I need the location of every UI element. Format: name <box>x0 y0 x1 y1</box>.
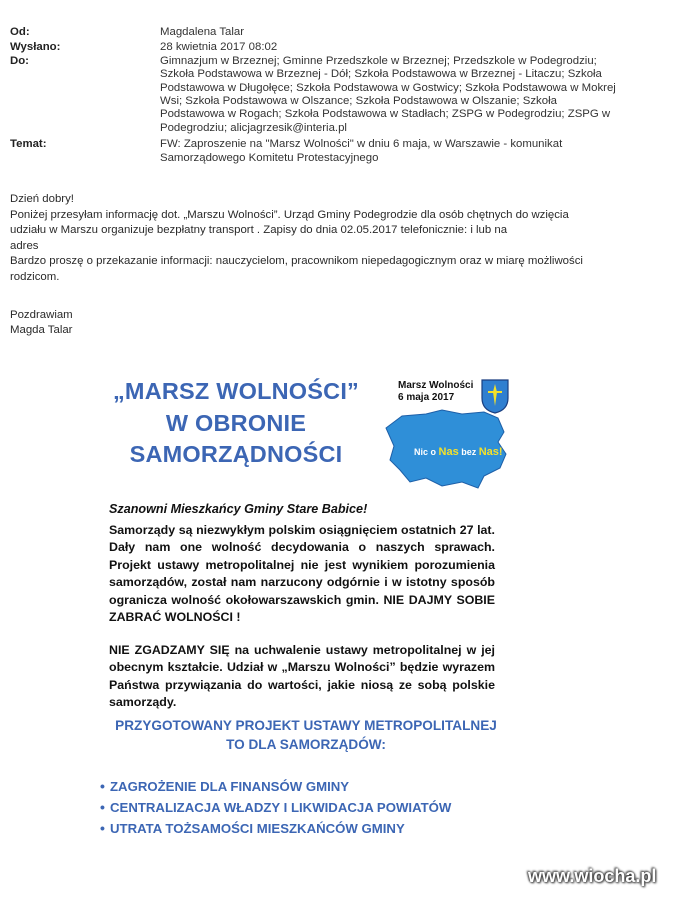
title-line: „MARSZ WOLNOŚCI” <box>112 378 359 404</box>
heading-line: TO DLA SAMORZĄDÓW: <box>226 737 386 752</box>
from-row <box>10 26 670 39</box>
to-line: Wsi; Szkoła Podstawowa w Olszance; Szkoła Podstawowa w Olszanie; Szkoła <box>160 95 557 108</box>
list-item: • ZAGROŻENIE DLA FINANSÓW GMINY <box>100 778 350 794</box>
subject-line: Samorządowego Komitetu Protestacyjnego <box>160 151 379 164</box>
subject-row <box>10 138 670 165</box>
body-line: rodzicom. <box>10 270 60 283</box>
to-label: Do: <box>10 54 29 67</box>
body-line: Bardzo proszę o przekazanie informacji: nauczycielom, pracownikom niepedagogicznym oraz w miarę możliwości <box>10 255 583 268</box>
email-header <box>10 26 670 165</box>
title-line: W OBRONIE <box>165 409 307 436</box>
to-row <box>10 55 670 135</box>
to-value <box>160 55 670 135</box>
flyer-title <box>96 376 376 471</box>
body-line: udziału w Marszu organizuje bezpłatny transport . Zapisy do dnia 02.05.2017 telefonicznie: i lub na <box>10 224 508 237</box>
bullet-list <box>100 776 451 839</box>
list-item: • UTRATA TOŻSAMOŚCI MIESZKAŃCÓW GMINY <box>100 820 405 836</box>
sent-value: 28 kwietnia 2017 08:02 <box>160 41 278 54</box>
body-line: adres <box>10 239 39 252</box>
slogan: Nic o Nas bez Nas! <box>414 446 503 458</box>
from-label: Od: <box>10 26 30 38</box>
logo-text <box>398 380 473 404</box>
flyer-paragraph: NIE ZGADZAMY SIĘ na uchwalenie ustawy metropolitalnej w jej obecnym kształcie. Udział w „Marszu Wolności” będzie wyrazem Państwa przywiązania do wartości, jakie niosą ze sobą polskie samorządy. <box>109 643 495 710</box>
sent-label: Wysłano: <box>10 41 61 54</box>
heading-line: PRZYGOTOWANY PROJEKT USTAWY METROPOLITALNEJ <box>115 718 497 733</box>
to-line: Podstawowa w Rogach; Szkoła Podstawowa w Stadłach; ZSPG w Podegrodziu; ZSPG w <box>160 108 611 121</box>
title-line: SAMORZĄDNOŚCI <box>129 441 343 467</box>
watermark: www.wiocha.pl <box>528 866 657 886</box>
logo-date: 6 maja 2017 <box>398 392 455 403</box>
to-line: Podegrodziu; alicjagrzesik@interia.pl <box>160 121 347 134</box>
sent-row <box>10 41 670 54</box>
subject-label: Temat: <box>10 138 47 151</box>
subject-line: FW: Zaproszenie na "Marsz Wolności" w dniu 6 maja, w Warszawie - komunikat <box>160 138 563 151</box>
body-line: Poniżej przesyłam informację dot. „Marszu Wolności”. Urząd Gminy Podegrodzie dla osób chętnych do wzięcia <box>10 208 569 221</box>
march-logo <box>380 376 520 491</box>
list-item: • CENTRALIZACJA WŁADZY I LIKWIDACJA POWIATÓW <box>100 799 452 815</box>
email-body <box>10 192 650 339</box>
signature-greeting: Pozdrawiam <box>10 308 73 321</box>
logo-title: Marsz Wolności <box>398 380 474 391</box>
flyer-paragraph: Samorządy są niezwykłym polskim osiągnięciem ostatnich 27 lat. Dały nam one wolność decydowania o naszych sprawach. Projekt ustawy metropolitalnej nie jest wynikiem porozumienia samorządów, został nam narzucony odgórnie i w istotny sposób ogranicza wolność okołowarszawskich gmin. NIE DAJMY SOBIE ZABRAĆ WOLNOŚCI ! <box>109 523 495 625</box>
to-line: Gimnazjum w Brzeznej; Gminne Przedszkole w Brzeznej; Przedszkole w Podegrodziu; <box>160 54 597 67</box>
flyer-heading <box>80 716 532 754</box>
body-greeting: Dzień dobry! <box>10 193 74 205</box>
flyer-greeting: Szanowni Mieszkańcy Gminy Stare Babice! <box>109 502 368 516</box>
subject-value <box>160 138 670 165</box>
to-line: Szkoła Podstawowa w Brzeznej - Dół; Szkoła Podstawowa w Brzeznej - Litaczu; Szkoła <box>160 68 602 81</box>
signature-name: Magda Talar <box>10 324 73 337</box>
from-value: Magdalena Talar <box>160 26 245 38</box>
to-line: Podstawowa w Długołęce; Szkoła Podstawowa w Gostwicy; Szkoła Podstawowa w Mokrej <box>160 81 616 94</box>
